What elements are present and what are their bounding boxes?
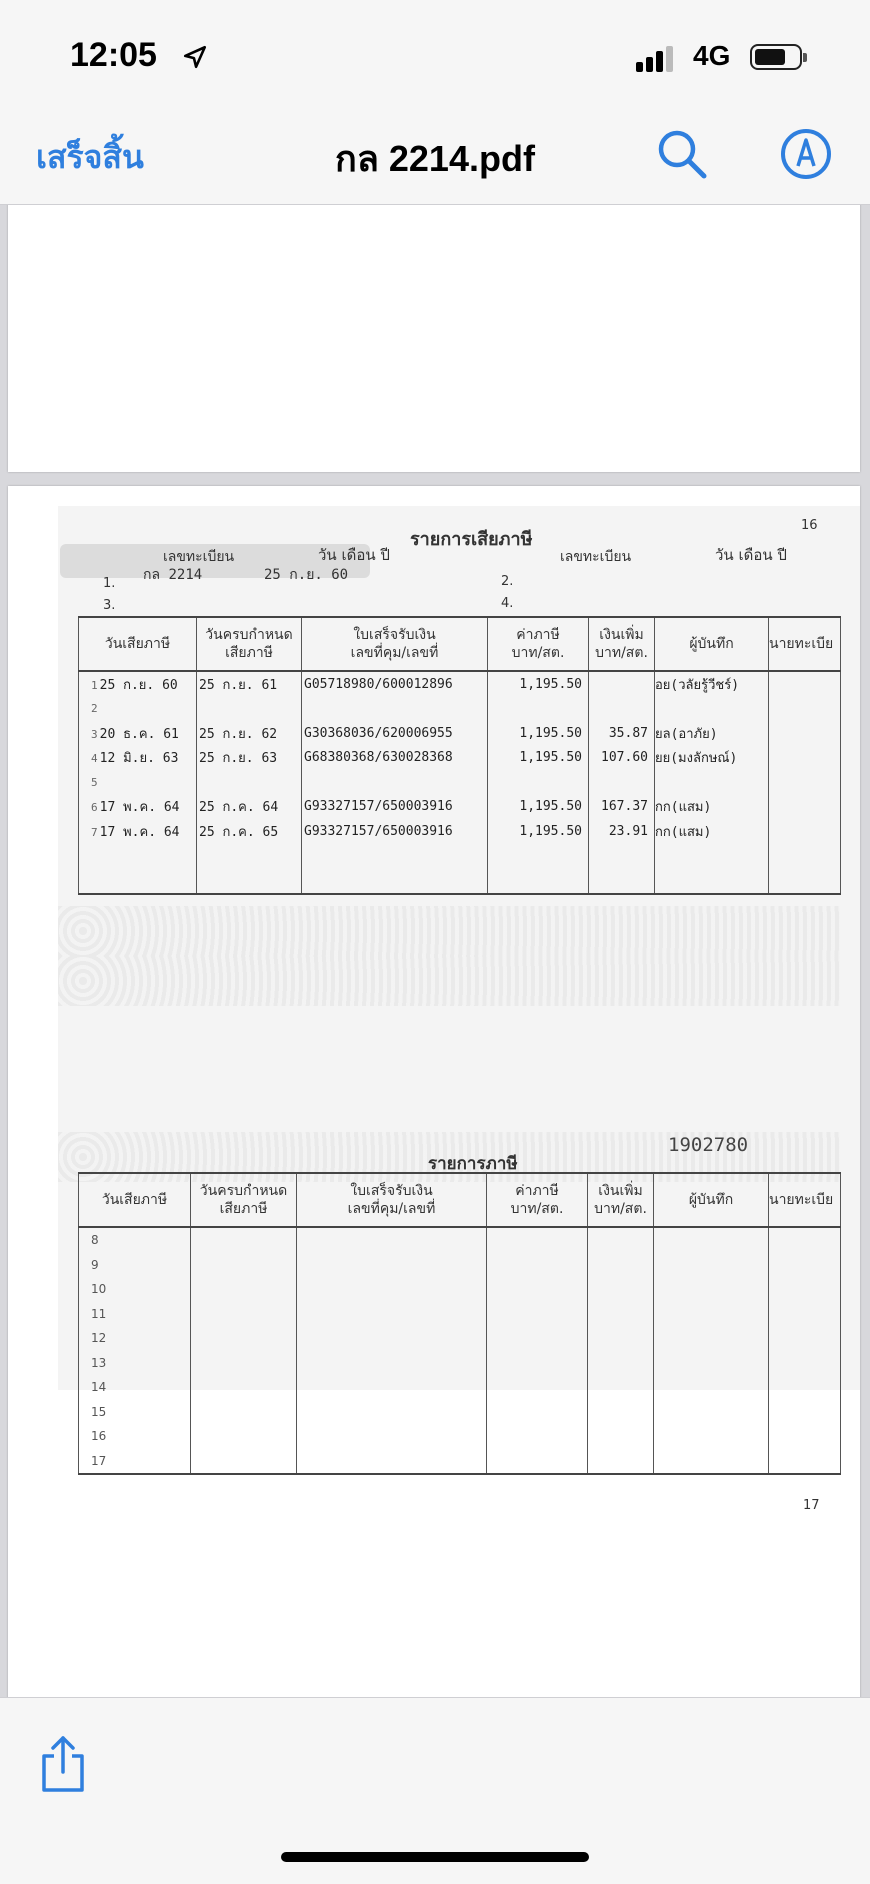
tax-amount-cell: 1,195.50 <box>488 721 589 746</box>
payment-date-cell <box>79 795 197 820</box>
stamp-pattern <box>58 956 840 1006</box>
row-number: 17 <box>79 1449 191 1475</box>
recorder-cell: ยย(มงลักษณ์) <box>655 746 769 771</box>
table-row <box>79 1326 841 1351</box>
surcharge-cell: 107.60 <box>589 746 655 771</box>
row-number: 7 <box>91 825 98 839</box>
table-row <box>79 721 841 746</box>
empty-cell <box>588 1326 654 1351</box>
empty-cell <box>769 1277 841 1302</box>
col-header: วันครบกำหนด เสียภาษี <box>197 617 302 671</box>
table-row <box>79 746 841 771</box>
surcharge-cell <box>589 770 655 795</box>
pdf-page-current <box>8 486 860 1697</box>
col-header: นายทะเบีย <box>769 1173 841 1227</box>
table-row <box>79 1400 841 1425</box>
empty-cell <box>588 1253 654 1278</box>
table-row <box>79 1351 841 1376</box>
location-arrow-icon <box>182 44 208 70</box>
due-date-cell <box>197 697 302 722</box>
empty-cell <box>79 868 197 894</box>
page-number-top: 16 <box>801 518 818 533</box>
empty-cell <box>769 1302 841 1327</box>
tax-amount-cell <box>488 770 589 795</box>
recorder-cell <box>655 697 769 722</box>
row-number: 15 <box>79 1400 191 1425</box>
empty-cell <box>769 844 841 869</box>
due-date-cell: 25 ก.ค. 65 <box>197 819 302 844</box>
payment-date-cell <box>79 697 197 722</box>
stamp-number: 1902780 <box>668 1134 749 1156</box>
empty-cell <box>588 1449 654 1475</box>
empty-cell <box>589 868 655 894</box>
empty-cell <box>297 1253 487 1278</box>
payment-date: 12 มิ.ย. 63 <box>99 751 179 767</box>
table-row <box>79 1424 841 1449</box>
empty-cell <box>487 1302 588 1327</box>
battery-icon <box>750 44 802 70</box>
registrar-cell <box>769 721 841 746</box>
table-row <box>79 671 841 697</box>
section-title-tax-list: รายการภาษี <box>428 1154 518 1174</box>
empty-cell <box>588 1302 654 1327</box>
tax-amount-cell: 1,195.50 <box>488 819 589 844</box>
table-header <box>79 617 841 671</box>
home-indicator[interactable] <box>281 1852 589 1862</box>
empty-cell <box>302 868 488 894</box>
empty-cell <box>654 1326 769 1351</box>
recorder-cell <box>655 770 769 795</box>
empty-cell <box>191 1302 297 1327</box>
empty-cell <box>191 1449 297 1475</box>
markup-pen-icon[interactable] <box>778 126 834 182</box>
col-header: ใบเสร็จรับเงิน เลขที่คุม/เลขที่ <box>297 1173 487 1227</box>
empty-cell <box>191 1253 297 1278</box>
recorder-cell: กก(แสม) <box>655 819 769 844</box>
col-header: นายทะเบีย <box>769 617 841 671</box>
empty-cell <box>487 1351 588 1376</box>
col-header: วันเสียภาษี <box>79 617 197 671</box>
due-date-cell: 25 ก.ย. 63 <box>197 746 302 771</box>
table-row <box>79 770 841 795</box>
empty-cell <box>302 844 488 869</box>
surcharge-cell: 35.87 <box>589 721 655 746</box>
empty-cell <box>297 1227 487 1253</box>
due-date-cell: 25 ก.ย. 62 <box>197 721 302 746</box>
row-number: 2 <box>91 702 98 716</box>
table-row <box>79 795 841 820</box>
col-header: ผู้บันทึก <box>654 1173 769 1227</box>
row-number: 9 <box>79 1253 191 1278</box>
empty-cell <box>487 1424 588 1449</box>
payment-date: 17 พ.ค. 64 <box>99 824 180 840</box>
bottom-toolbar <box>0 1697 870 1884</box>
empty-cell <box>191 1400 297 1425</box>
surcharge-cell <box>589 697 655 722</box>
empty-cell <box>655 868 769 894</box>
reg-value: กล 2214 <box>143 567 203 583</box>
col-header: เงินเพิ่ม บาท/สต. <box>588 1173 654 1227</box>
row-number: 6 <box>91 801 98 815</box>
payment-date-cell <box>79 746 197 771</box>
tax-list-table <box>78 1172 841 1475</box>
tax-amount-cell <box>488 697 589 722</box>
status-bar <box>0 0 870 100</box>
row-number: 10 <box>79 1277 191 1302</box>
empty-cell <box>588 1227 654 1253</box>
page-number-bottom: 17 <box>803 1498 820 1513</box>
empty-cell <box>297 1375 487 1400</box>
recorder-cell: อย(วลัยรู้วีชร์) <box>655 671 769 697</box>
empty-cell <box>588 1424 654 1449</box>
empty-cell <box>769 1400 841 1425</box>
network-type: 4G <box>693 40 731 71</box>
due-date-cell: 25 ก.ย. 61 <box>197 671 302 697</box>
tax-payment-table <box>78 616 841 895</box>
header-date-right: วัน เดือน ปี <box>715 546 787 564</box>
col-header: เงินเพิ่ม บาท/สต. <box>589 617 655 671</box>
row-number: 3 <box>91 727 98 741</box>
col-header: ค่าภาษี บาท/สต. <box>487 1173 588 1227</box>
surcharge-cell: 23.91 <box>589 819 655 844</box>
col-header: วันเสียภาษี <box>79 1173 191 1227</box>
navigation-bar <box>0 100 870 205</box>
empty-cell <box>297 1400 487 1425</box>
header-date-left: วัน เดือน ปี <box>318 546 390 564</box>
empty-cell <box>197 844 302 869</box>
receipt-number-cell <box>302 697 488 722</box>
row-number: 4 <box>91 752 98 766</box>
document-title: กล 2214.pdf <box>335 138 535 179</box>
empty-cell <box>654 1400 769 1425</box>
status-time: 12:05 <box>70 36 157 74</box>
reg-line: 1. <box>103 576 116 591</box>
share-icon[interactable] <box>40 1734 86 1794</box>
empty-cell <box>654 1227 769 1253</box>
registrar-cell <box>769 795 841 820</box>
empty-cell <box>297 1302 487 1327</box>
empty-cell <box>654 1449 769 1475</box>
empty-cell <box>654 1302 769 1327</box>
receipt-number-cell <box>302 770 488 795</box>
empty-cell <box>197 868 302 894</box>
col-header: ใบเสร็จรับเงิน เลขที่คุม/เลขที่ <box>302 617 488 671</box>
empty-cell <box>487 1375 588 1400</box>
empty-cell <box>297 1277 487 1302</box>
table-row <box>79 1253 841 1278</box>
table-row <box>79 697 841 722</box>
payment-date-cell <box>79 671 197 697</box>
tax-amount-cell: 1,195.50 <box>488 746 589 771</box>
receipt-number-cell: G93327157/650003916 <box>302 819 488 844</box>
header-reg-right: เลขทะเบียน <box>560 549 632 565</box>
empty-cell <box>487 1253 588 1278</box>
surcharge-cell: 167.37 <box>589 795 655 820</box>
tax-amount-cell: 1,195.50 <box>488 671 589 697</box>
magnifier-icon[interactable] <box>654 126 710 182</box>
table-header <box>79 1173 841 1227</box>
empty-cell <box>191 1227 297 1253</box>
table-row <box>79 1227 841 1253</box>
empty-cell <box>191 1351 297 1376</box>
recorder-cell: ยล(อาภัย) <box>655 721 769 746</box>
section-title-tax-payment: รายการเสียภาษี <box>410 529 533 550</box>
pdf-viewer[interactable] <box>0 205 870 1697</box>
payment-date: 17 พ.ค. 64 <box>99 800 180 816</box>
empty-cell <box>297 1326 487 1351</box>
empty-cell <box>769 1326 841 1351</box>
receipt-number-cell: G05718980/600012896 <box>302 671 488 697</box>
empty-cell <box>769 1375 841 1400</box>
empty-cell <box>654 1253 769 1278</box>
empty-cell <box>769 1253 841 1278</box>
col-header: วันครบกำหนด เสียภาษี <box>191 1173 297 1227</box>
reg-line: 3. <box>103 598 116 613</box>
empty-cell <box>191 1277 297 1302</box>
table-row <box>79 1449 841 1475</box>
empty-cell <box>654 1375 769 1400</box>
receipt-number-cell: G68380368/630028368 <box>302 746 488 771</box>
pdf-page-previous <box>8 205 860 472</box>
empty-cell <box>487 1326 588 1351</box>
empty-cell <box>589 844 655 869</box>
empty-cell <box>769 1227 841 1253</box>
empty-cell <box>297 1351 487 1376</box>
empty-cell <box>488 844 589 869</box>
empty-cell <box>297 1424 487 1449</box>
empty-cell <box>487 1277 588 1302</box>
empty-cell <box>769 1424 841 1449</box>
registrar-cell <box>769 770 841 795</box>
registrar-cell <box>769 697 841 722</box>
due-date-cell <box>197 770 302 795</box>
tax-amount-cell: 1,195.50 <box>488 795 589 820</box>
header-reg-left: เลขทะเบียน <box>163 549 235 565</box>
empty-cell <box>297 1449 487 1475</box>
row-number: 14 <box>79 1375 191 1400</box>
table-row <box>79 819 841 844</box>
empty-cell <box>191 1326 297 1351</box>
registrar-cell <box>769 819 841 844</box>
payment-date-cell <box>79 819 197 844</box>
row-number: 11 <box>79 1302 191 1327</box>
empty-cell <box>654 1424 769 1449</box>
empty-cell <box>588 1375 654 1400</box>
empty-cell <box>191 1375 297 1400</box>
empty-cell <box>487 1227 588 1253</box>
payment-date: 25 ก.ย. 60 <box>99 677 178 693</box>
empty-cell <box>655 844 769 869</box>
empty-cell <box>488 868 589 894</box>
row-number: 1 <box>91 678 98 692</box>
col-header: ค่าภาษี บาท/สต. <box>488 617 589 671</box>
signal-bars-icon <box>636 46 680 72</box>
registrar-cell <box>769 746 841 771</box>
table-row <box>79 1302 841 1327</box>
empty-cell <box>487 1449 588 1475</box>
empty-cell <box>769 1449 841 1475</box>
reg-line: 4. <box>501 596 514 611</box>
table-row <box>79 1375 841 1400</box>
payment-date-cell <box>79 770 197 795</box>
due-date-cell: 25 ก.ค. 64 <box>197 795 302 820</box>
table-row-empty <box>79 844 841 869</box>
row-number: 16 <box>79 1424 191 1449</box>
table-row <box>79 1277 841 1302</box>
empty-cell <box>79 844 197 869</box>
table-row-empty <box>79 868 841 894</box>
registrar-cell <box>769 671 841 697</box>
stamp-pattern <box>58 906 840 956</box>
empty-cell <box>487 1400 588 1425</box>
empty-cell <box>769 868 841 894</box>
empty-cell <box>654 1351 769 1376</box>
payment-date: 20 ธ.ค. 61 <box>99 726 179 742</box>
col-header: ผู้บันทึก <box>655 617 769 671</box>
empty-cell <box>654 1277 769 1302</box>
receipt-number-cell: G30368036/620006955 <box>302 721 488 746</box>
payment-date-cell <box>79 721 197 746</box>
receipt-number-cell: G93327157/650003916 <box>302 795 488 820</box>
recorder-cell: กก(แสม) <box>655 795 769 820</box>
row-number: 5 <box>91 775 98 789</box>
row-number: 13 <box>79 1351 191 1376</box>
empty-cell <box>588 1277 654 1302</box>
empty-cell <box>588 1351 654 1376</box>
empty-cell <box>191 1424 297 1449</box>
empty-cell <box>588 1400 654 1425</box>
surcharge-cell <box>589 671 655 697</box>
row-number: 8 <box>79 1227 191 1253</box>
reg-line: 2. <box>501 574 514 589</box>
empty-cell <box>769 1351 841 1376</box>
row-number: 12 <box>79 1326 191 1351</box>
done-button[interactable]: เสร็จสิ้น <box>36 138 144 176</box>
reg-date: 25 ก.ย. 60 <box>264 567 349 583</box>
